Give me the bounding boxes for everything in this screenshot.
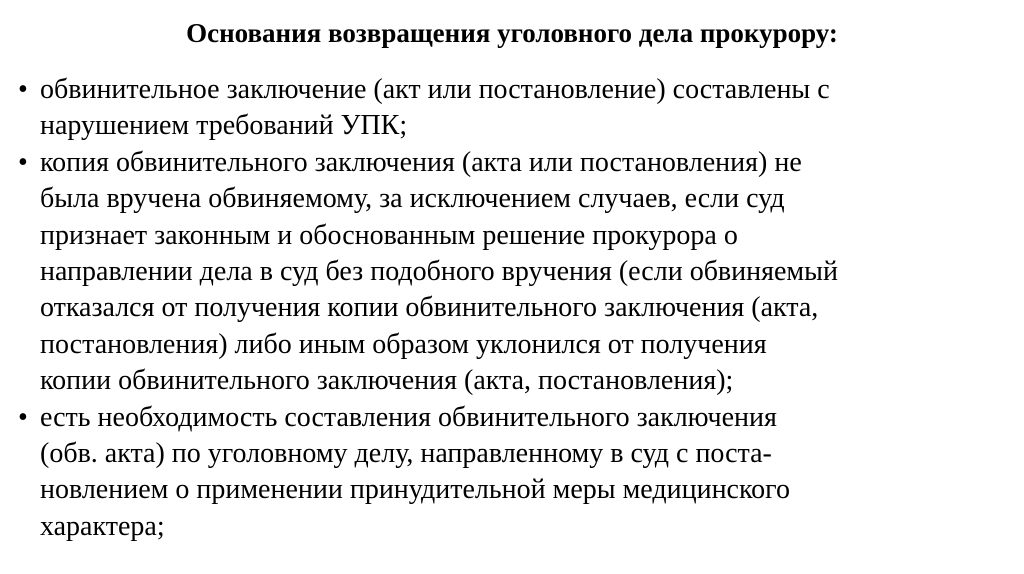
bullet-line: характера;	[40, 510, 165, 542]
bullet-line: копия обвинительного заключения (акта или постановления) не	[40, 146, 802, 178]
bullet-line: постановления) либо иным образом уклонился от получения	[40, 328, 767, 360]
bullet-line: нарушением требований УПК;	[40, 110, 408, 142]
bullet-marker: •	[18, 146, 28, 178]
bullet-marker: •	[18, 74, 28, 105]
bullet-line: признает законным и обоснованным решение прокурора о	[40, 219, 738, 251]
slide-title: Основания возвращения уголовного дела прокурору:	[186, 18, 838, 48]
bullet-item	[16, 400, 1006, 546]
bullet-item	[16, 145, 1006, 400]
bullet-line: новлением о применении принудительной меры медицинского	[40, 474, 790, 506]
bullet-line: была вручена обвиняемому, за исключением случаев, если суд	[40, 183, 785, 215]
bullet-line: направлении дела в суд без подобного вручения (если обвиняемый	[40, 256, 838, 288]
bullet-line: отказался от получения копии обвинительного заключения (акта,	[40, 292, 819, 324]
bullet-item	[16, 72, 1006, 145]
bullet-line: есть необходимость составления обвинительного заключения	[40, 401, 777, 433]
bullet-line: (обв. акта) по уголовному делу, направленному в суд с поста-	[40, 438, 772, 470]
bullet-list	[16, 72, 1006, 545]
bullet-line: копии обвинительного заключения (акта, постановления);	[40, 365, 734, 397]
bullet-marker: •	[18, 401, 28, 433]
bullet-line: обвинительное заключение (акт или постановление) составлены с	[40, 74, 830, 105]
